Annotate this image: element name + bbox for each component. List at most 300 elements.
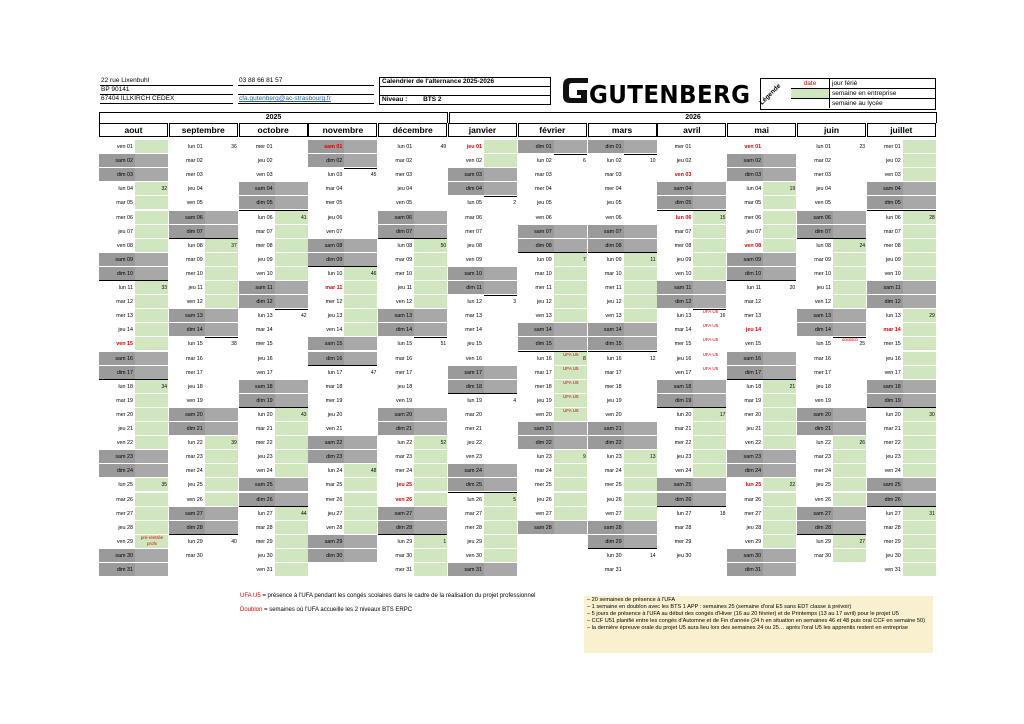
day-cell — [867, 182, 936, 196]
day-cell — [99, 309, 168, 323]
day-label: dim 14 — [169, 323, 205, 336]
day-status — [903, 436, 936, 449]
day-label: dim 12 — [867, 295, 903, 308]
legend-text: jour férié — [832, 80, 858, 87]
week-number: 50 — [440, 242, 447, 249]
day-cell — [378, 196, 447, 210]
month-header: juin — [797, 123, 866, 137]
day-label: mer 25 — [588, 478, 624, 491]
day-cell — [239, 422, 308, 436]
day-label: jeu 16 — [657, 352, 693, 365]
day-status — [763, 323, 796, 336]
day-status — [554, 337, 587, 350]
day-status — [903, 253, 936, 266]
day-label: sam 30 — [727, 549, 763, 562]
day-cell — [588, 281, 657, 295]
day-status — [275, 140, 308, 153]
day-label: jeu 18 — [169, 380, 205, 393]
day-cell — [99, 408, 168, 422]
day-status — [903, 182, 936, 195]
day-label: jeu 23 — [657, 450, 693, 463]
day-status — [135, 366, 168, 379]
day-cell — [518, 267, 587, 281]
day-status — [205, 478, 238, 491]
day-label: ven 29 — [99, 535, 135, 548]
day-label: jeu 02 — [657, 154, 693, 167]
week-number: 33 — [161, 285, 167, 291]
day-status — [135, 337, 168, 350]
day-cell — [518, 239, 587, 253]
day-cell — [169, 239, 238, 253]
day-label: mer 24 — [797, 464, 833, 477]
day-label: mar 26 — [99, 493, 135, 506]
day-label: lun 10 — [308, 267, 344, 280]
day-label: mer 14 — [448, 323, 484, 336]
footnote-doublon — [240, 606, 412, 615]
day-status — [275, 253, 308, 266]
day-status — [833, 196, 866, 209]
day-label: mer 03 — [378, 168, 414, 181]
day-label: ven 15 — [99, 337, 135, 350]
day-cell — [518, 436, 587, 450]
day-cell — [727, 535, 796, 549]
day-label: sam 30 — [99, 549, 135, 562]
day-cell — [239, 493, 308, 507]
day-label: mer 11 — [588, 281, 624, 294]
day-cell — [657, 352, 726, 366]
day-status — [484, 366, 517, 379]
day-label: mar 18 — [308, 380, 344, 393]
contact-spacer — [238, 86, 374, 95]
day-label: lun 11 — [727, 281, 763, 294]
day-cell — [657, 196, 726, 210]
day-label: jeu 28 — [727, 521, 763, 534]
day-cell — [588, 196, 657, 210]
address-line: 67404 ILLKIRCH CEDEX — [100, 95, 233, 104]
email-link[interactable]: cfa.gutenberg@ac-strasbourg.fr — [238, 95, 374, 104]
day-status — [135, 239, 168, 252]
cell-note: UFA U5 — [563, 407, 579, 413]
cell-note: UFA U5 — [563, 393, 579, 399]
day-label: sam 31 — [448, 563, 484, 576]
day-cell — [727, 450, 796, 464]
day-cell — [657, 478, 726, 492]
day-label: mar 24 — [518, 464, 554, 477]
day-cell — [239, 549, 308, 563]
day-cell — [378, 182, 447, 196]
day-status — [833, 281, 866, 294]
day-cell — [99, 380, 168, 394]
day-status — [903, 295, 936, 308]
day-status — [763, 563, 796, 576]
day-label: mar 03 — [588, 168, 624, 181]
day-status — [484, 549, 517, 562]
day-cell — [99, 168, 168, 182]
day-status — [693, 478, 726, 491]
day-status — [275, 549, 308, 562]
day-status — [693, 253, 726, 266]
legend-text: semaine au lycée — [832, 100, 883, 107]
day-cell — [867, 535, 936, 549]
day-status — [624, 507, 657, 520]
day-status — [903, 337, 936, 350]
day-label: dim 08 — [518, 239, 554, 252]
day-label: ven 27 — [588, 507, 624, 520]
day-cell — [518, 464, 587, 478]
day-label: mar 20 — [448, 408, 484, 421]
day-label: jeu 28 — [99, 521, 135, 534]
day-cell — [99, 563, 168, 577]
day-label: sam 11 — [239, 281, 275, 294]
week-number: 42 — [301, 313, 307, 320]
day-label: mar 07 — [239, 225, 275, 238]
day-label: mar 23 — [378, 450, 414, 463]
day-cell — [378, 154, 447, 168]
day-cell — [239, 394, 308, 408]
day-label: mer 22 — [657, 436, 693, 449]
day-label: sam 02 — [99, 154, 135, 167]
day-status — [484, 323, 517, 336]
day-status — [414, 323, 447, 336]
month-column — [588, 123, 657, 573]
day-status — [275, 239, 308, 252]
day-label: lun 04 — [727, 182, 763, 195]
day-status — [205, 309, 238, 322]
day-label: sam 09 — [727, 253, 763, 266]
week-number: 16 — [719, 313, 726, 320]
day-label: dim 08 — [588, 239, 624, 252]
day-cell — [239, 239, 308, 253]
day-cell — [448, 478, 517, 492]
month-header: mai — [727, 123, 796, 137]
day-status — [414, 422, 447, 435]
day-status — [344, 211, 377, 224]
address-block — [100, 77, 233, 104]
day-status — [833, 211, 866, 224]
day-cell — [308, 239, 377, 253]
day-cell — [239, 168, 308, 182]
day-label: mer 06 — [727, 211, 763, 224]
day-label: sam 10 — [448, 267, 484, 280]
day-label: lun 08 — [378, 239, 414, 252]
day-label: mar 21 — [867, 422, 903, 435]
day-cell — [99, 253, 168, 267]
day-status — [205, 267, 238, 280]
day-cell — [378, 521, 447, 535]
legend-row — [791, 99, 935, 108]
day-cell — [99, 295, 168, 309]
day-label: jeu 22 — [448, 436, 484, 449]
day-cell — [727, 366, 796, 380]
day-label: ven 26 — [797, 493, 833, 506]
day-label: jeu 14 — [727, 323, 763, 336]
day-cell — [797, 281, 866, 295]
day-cell — [727, 436, 796, 450]
day-status — [624, 422, 657, 435]
week-number: 36 — [231, 144, 237, 150]
year-header-2025: 2025 — [99, 112, 448, 123]
day-cell — [99, 352, 168, 366]
day-status — [763, 196, 796, 209]
day-label: mer 08 — [867, 239, 903, 252]
day-cell — [239, 211, 308, 225]
cell-note: UFA U5 — [563, 351, 579, 357]
day-cell — [518, 182, 587, 196]
day-label: dim 30 — [308, 549, 344, 562]
day-status — [693, 380, 726, 393]
month-column — [169, 123, 238, 559]
day-status — [903, 521, 936, 534]
day-status — [693, 422, 726, 435]
day-cell — [588, 295, 657, 309]
day-status — [624, 211, 657, 224]
day-cell — [239, 140, 308, 154]
day-cell — [308, 408, 377, 422]
day-status — [135, 507, 168, 520]
day-status — [484, 168, 517, 181]
day-cell — [99, 366, 168, 380]
day-cell — [797, 337, 866, 351]
day-label: mer 11 — [518, 281, 554, 294]
day-label: dim 31 — [99, 563, 135, 576]
day-status — [135, 154, 168, 167]
day-label: ven 28 — [308, 521, 344, 534]
day-label: sam 04 — [657, 182, 693, 195]
day-status — [414, 211, 447, 224]
day-label: dim 22 — [518, 436, 554, 449]
day-cell — [588, 408, 657, 422]
day-cell — [797, 549, 866, 563]
day-cell — [797, 211, 866, 225]
note-line: – CCF U51 planifié entre les congés d'Automne et de Fin d'année (24 h en situation en semaines 46 et 48 puis oral CCF en semaine 50) — [587, 618, 925, 624]
day-cell — [727, 563, 796, 577]
day-status — [624, 225, 657, 238]
day-cell — [169, 549, 238, 563]
day-cell — [657, 422, 726, 436]
day-status — [903, 493, 936, 506]
day-label: ven 17 — [657, 366, 693, 379]
day-status — [554, 140, 587, 153]
day-status — [135, 450, 168, 463]
day-cell — [99, 225, 168, 239]
day-status — [275, 196, 308, 209]
day-label: lun 19 — [448, 394, 484, 407]
day-label: jeu 08 — [448, 239, 484, 252]
week-number: 32 — [161, 186, 167, 193]
day-cell — [448, 352, 517, 366]
day-label: ven 15 — [727, 337, 763, 350]
month-column — [797, 123, 866, 559]
day-status — [414, 295, 447, 308]
day-label: lun 20 — [239, 408, 275, 421]
day-status — [903, 168, 936, 181]
day-status — [205, 450, 238, 463]
day-status — [135, 521, 168, 534]
day-status — [624, 408, 657, 421]
day-label: dim 02 — [308, 154, 344, 167]
day-status — [205, 168, 238, 181]
day-status — [414, 521, 447, 534]
day-label: dim 26 — [867, 493, 903, 506]
day-cell — [448, 239, 517, 253]
day-cell — [588, 352, 657, 366]
day-label: mar 21 — [239, 422, 275, 435]
day-cell — [867, 394, 936, 408]
day-cell — [169, 337, 238, 351]
day-label: ven 01 — [99, 140, 135, 153]
day-label: ven 24 — [239, 464, 275, 477]
day-cell — [448, 140, 517, 154]
week-number: 15 — [719, 214, 726, 221]
day-cell — [867, 563, 936, 577]
day-label: mer 04 — [518, 182, 554, 195]
day-cell — [867, 211, 936, 225]
day-status — [205, 549, 238, 562]
day-cell — [657, 182, 726, 196]
day-label: sam 20 — [797, 408, 833, 421]
day-status — [275, 281, 308, 294]
day-cell — [657, 394, 726, 408]
day-cell — [169, 521, 238, 535]
day-status — [275, 563, 308, 576]
day-cell — [448, 408, 517, 422]
title-block — [379, 77, 551, 105]
day-label: sam 22 — [308, 436, 344, 449]
day-label: lun 15 — [378, 337, 414, 350]
day-label: dim 26 — [657, 493, 693, 506]
day-status — [903, 323, 936, 336]
day-label: mer 31 — [378, 563, 414, 576]
day-cell — [308, 182, 377, 196]
day-cell — [448, 295, 517, 309]
week-number: 31 — [929, 510, 935, 517]
day-status — [903, 380, 936, 393]
day-status — [554, 422, 587, 435]
day-label: lun 29 — [378, 535, 414, 548]
day-cell — [169, 478, 238, 492]
day-cell — [867, 337, 936, 351]
day-label: mar 26 — [727, 493, 763, 506]
day-cell — [588, 267, 657, 281]
day-cell — [448, 563, 517, 577]
cell-note: UFA U5 — [702, 351, 719, 357]
day-status — [414, 182, 447, 195]
week-number: 51 — [440, 341, 447, 348]
week-number: 7 — [583, 256, 586, 263]
week-number: 34 — [161, 383, 167, 390]
day-label: mar 16 — [797, 352, 833, 365]
day-status — [693, 196, 726, 209]
niveau-value: BTS 2 — [423, 96, 442, 103]
day-cell — [518, 408, 587, 422]
day-label: ven 14 — [308, 323, 344, 336]
day-label: sam 14 — [518, 323, 554, 336]
day-cell — [169, 253, 238, 267]
day-label: jeu 05 — [588, 196, 624, 209]
day-cell — [588, 253, 657, 267]
day-label: ven 02 — [448, 154, 484, 167]
day-status — [135, 408, 168, 421]
day-label: dim 05 — [239, 196, 275, 209]
day-cell — [867, 295, 936, 309]
day-cell — [588, 309, 657, 323]
day-status — [624, 323, 657, 336]
day-cell — [448, 436, 517, 450]
day-status — [484, 436, 517, 449]
day-status — [484, 507, 517, 520]
day-label: ven 09 — [448, 253, 484, 266]
day-cell — [99, 478, 168, 492]
cell-note: UFA U5 — [702, 337, 719, 343]
day-cell — [867, 366, 936, 380]
day-cell — [657, 253, 726, 267]
day-status — [903, 352, 936, 365]
day-cell — [588, 211, 657, 225]
day-cell — [797, 323, 866, 337]
day-cell — [448, 168, 517, 182]
day-label: sam 11 — [657, 281, 693, 294]
week-number: 25 — [859, 341, 865, 348]
day-cell — [169, 267, 238, 281]
day-cell — [239, 478, 308, 492]
day-cell — [448, 422, 517, 436]
day-cell — [867, 281, 936, 295]
day-cell — [518, 253, 587, 267]
day-label: jeu 19 — [588, 394, 624, 407]
day-cell — [308, 422, 377, 436]
day-label: jeu 26 — [518, 493, 554, 506]
day-status — [833, 323, 866, 336]
day-status — [693, 182, 726, 195]
day-label: mar 11 — [308, 281, 344, 294]
week-number: 29 — [929, 313, 935, 320]
day-cell — [797, 140, 866, 154]
day-status — [554, 168, 587, 181]
day-label: jeu 30 — [657, 549, 693, 562]
day-label: mar 30 — [797, 549, 833, 562]
week-number: 41 — [301, 214, 307, 221]
day-label: mar 30 — [169, 549, 205, 562]
day-status — [554, 211, 587, 224]
day-cell — [727, 140, 796, 154]
day-cell — [588, 394, 657, 408]
day-cell — [308, 281, 377, 295]
day-label: jeu 20 — [308, 408, 344, 421]
day-status — [275, 521, 308, 534]
day-label: jeu 30 — [867, 549, 903, 562]
day-label: sam 09 — [99, 253, 135, 266]
legend — [760, 78, 936, 110]
day-status — [205, 211, 238, 224]
day-label: jeu 21 — [99, 422, 135, 435]
day-cell — [308, 436, 377, 450]
day-status — [484, 253, 517, 266]
day-status — [205, 352, 238, 365]
day-cell — [727, 337, 796, 351]
week-number: 38 — [231, 341, 237, 348]
day-cell — [727, 253, 796, 267]
day-label: ven 13 — [588, 309, 624, 322]
day-cell — [657, 239, 726, 253]
day-label: mar 17 — [518, 366, 554, 379]
day-label: dim 12 — [657, 295, 693, 308]
day-status — [833, 309, 866, 322]
page-title: Calendrier de l'alternance 2025-2026 — [379, 77, 551, 86]
day-label: ven 05 — [169, 196, 205, 209]
day-label: ven 08 — [99, 239, 135, 252]
legend-text: semaine en entreprise — [832, 90, 897, 97]
day-status — [903, 563, 936, 576]
